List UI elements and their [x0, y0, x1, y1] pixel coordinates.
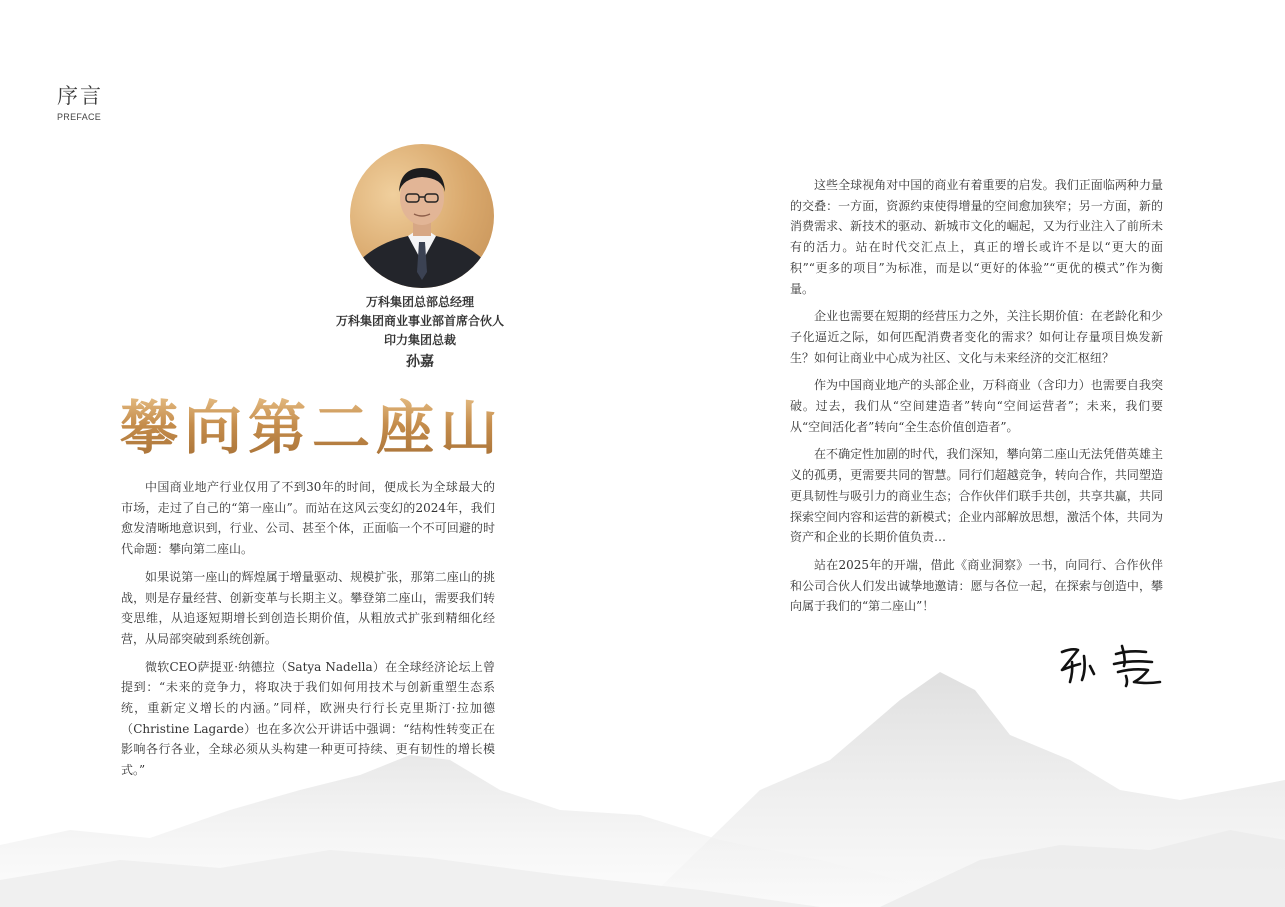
author-credits: [260, 293, 580, 373]
author-portrait: [350, 144, 494, 288]
paragraph: 中国商业地产行业仅用了不到30年的时间，便成长为全球最大的市场，走过了自己的“第一座山”。而站在这风云变幻的2024年，我们愈发清晰地意识到，行业、公司、甚至个体，正面临一个不可回避的时代命题：攀向第二座山。: [121, 480, 495, 557]
paragraph: 站在2025年的开端，借此《商业洞察》一书，向同行、合作伙伴和公司合伙人们发出诚挚地邀请：愿与各位一起，在探索与创造中，攀向属于我们的“第二座山”！: [790, 557, 1163, 614]
headline: 攀向第二座山: [120, 394, 505, 462]
paragraph: 微软CEO萨提亚·纳德拉（Satya Nadella）在全球经济论坛上曾提到：“未来的竞争力，将取决于我们如何用技术与创新重塑生态系统，重新定义增长的内涵。”同样，欧洲央行行长克里斯汀·拉加德（Christine Lagarde）也在多次公开讲话中强调：“结构性转变正在影响各行各业，全球必须从头构建一种更可持续、更有韧性的增长模式。”: [121, 659, 495, 778]
paragraph: 如果说第一座山的辉煌属于增量驱动、规模扩张，那第二座山的挑战，则是存量经营、创新变革与长期主义。攀登第二座山，需要我们转变思维，从追逐短期增长到创造长期价值，从粗放式扩张到精细化经营，从局部突破到系统创新。: [121, 569, 495, 646]
section-title: 序言: [57, 84, 103, 108]
paragraph: 这些全球视角对中国的商业有着重要的启发。我们正面临两种力量的交叠：一方面，资源约束使得增量的空间愈加狭窄；另一方面，新的消费需求、新技术的驱动、新城市文化的崛起，又为行业注入了前所未有的活力。站在时代交汇点上，真正的增长或许不是以“更大的面积”“更多的项目”为标准，而是以“更好的体验”“更优的模式”作为衡量。: [790, 178, 1163, 296]
paragraph: 在不确定性加剧的时代，我们深知，攀向第二座山无法凭借英雄主义的孤勇，更需要共同的智慧。同行们超越竞争，转向合作，共同塑造更具韧性与吸引力的商业生态；合作伙伴们联手共创，共享共赢，共同探索空间内容和运营的新模式；企业内部解放思想，激活个体，共同为资产和企业的长期价值负责…: [790, 447, 1163, 545]
author-title-3: 印力集团总裁: [383, 333, 456, 347]
left-column: [121, 477, 495, 788]
section-subtitle: PREFACE: [57, 112, 102, 122]
right-column: [790, 175, 1163, 624]
author-title-1: 万科集团总部总经理: [365, 295, 474, 309]
paragraph: 企业也需要在短期的经营压力之外，关注长期价值：在老龄化和少子化逼近之际，如何匹配消费者变化的需求？如何让存量项目焕发新生？如何让商业中心成为社区、文化与未来经济的交汇枢纽？: [790, 309, 1163, 365]
handwritten-signature: [1056, 636, 1168, 688]
section-header: [57, 82, 103, 122]
author-name: 孙嘉: [406, 354, 434, 370]
author-title-2: 万科集团商业事业部首席合伙人: [335, 314, 504, 328]
paragraph: 作为中国商业地产的头部企业，万科商业（含印力）也需要自我突破。过去，我们从“空间建造者”转向“空间运营者”；未来，我们要从“空间活化者”转向“全生态价值创造者”。: [790, 378, 1163, 434]
